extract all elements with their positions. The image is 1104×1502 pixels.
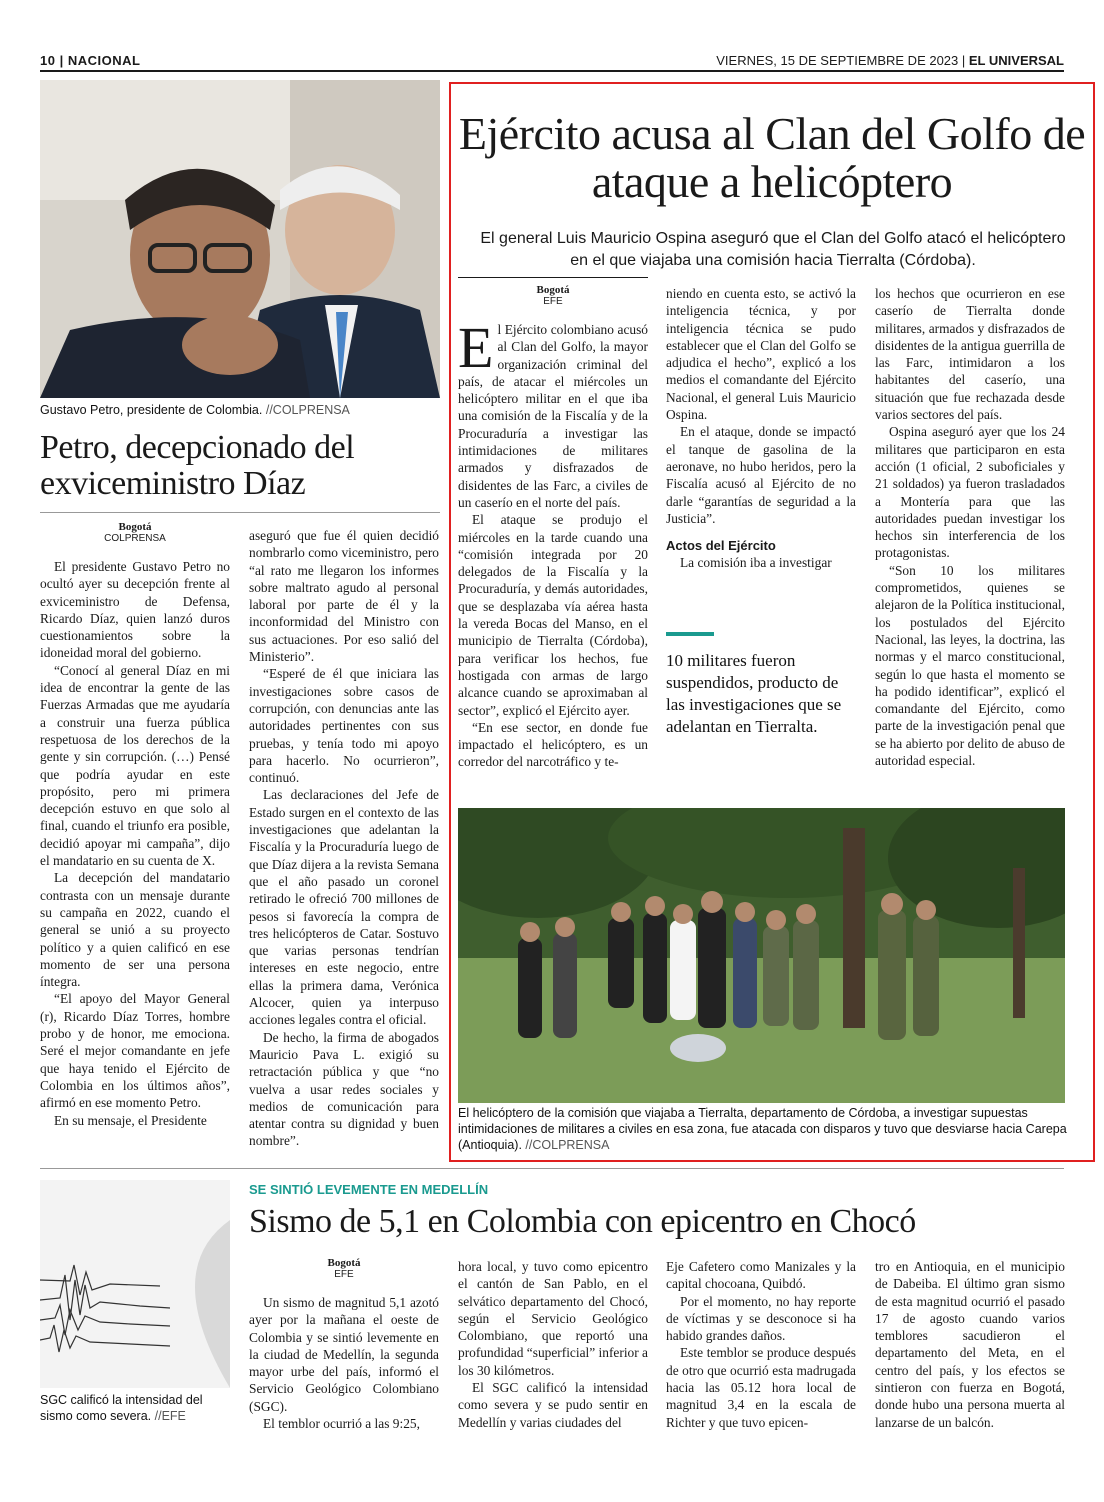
petro-headline: Petro, decepcionado del exviceministro Díaz [40, 429, 355, 502]
paragraph: La comisión iba a investigar [680, 555, 832, 571]
paragraph: Ospina aseguró ayer que los 24 militares que participaron en esta acción (1 oficial, 2 suboficiales y 21 soldados) ya fueron trasladados a Montería para que las autoridades puedan investigar los hechos sin interferencia de los protagonistas. [875, 424, 1065, 561]
page-date: VIERNES, 15 DE SEPTIEMBRE DE 2023 | EL UNIVERSAL [716, 53, 1064, 68]
pullquote-bar [666, 632, 714, 636]
petro-column-2 [249, 527, 439, 1150]
paragraph: “Esperé de él que iniciara las investigaciones sobre casos de corrupción, con denuncias ante las autoridades pertinentes con sus pruebas, y tenía todo mi apoyo para hacerlo. No ocurrieron”, continuó. [249, 666, 439, 786]
paragraph: Este temblor se produce después de otro que ocurrió esta madrugada hacia las 05.12 hora local de magnitud 3,4 en la escala de Richter y que tuvo epicen- [666, 1345, 856, 1430]
paragraph: “El apoyo del Mayor General (r), Ricardo Díaz Torres, hombre probo y de honor, me emociona. Seré el mejor comandante en jefe que haya tenido el Ejército de Colombia en los últimos años”, afirmó en ese momento Petro. [40, 991, 230, 1111]
paragraph: El Ejército colombiano acusó al Clan del Golfo, la mayor organización criminal del país, de atacar el miércoles un helicóptero militar en el que iba una comisión de la Fiscalía y de la Procuraduría a investigar las intimidaciones de militares armados y disfrazados de disidentes de las Farc, a civiles de un caserío en el norte del país. [458, 315, 648, 510]
paragraph: “Conocí al general Díaz en mi idea de encontrar la gente de las Fuerzas Armadas que me ayudaría a construir una fuerza pública respetuosa de los derechos de la gente y sin corrupción. (…) Pensé que podría ayudar en este propósito, pero mi primera decepción estuvo en que solo al final, cuando el triunfo era posible, decidió apoyar mi campaña”, dijo el mandatario en su cuenta de X. [40, 662, 230, 869]
quake-headline: Sismo de 5,1 en Colombia con epicentro en Chocó [249, 1203, 916, 1240]
paragraph: tro en Antioquia, en el municipio de Dabeiba. El último gran sismo de esta magnitud ocurrió el pasado 17 de agosto cuando varios temblores sacudieron el departamento del Meta, en el centro del país, y los efectos se sintieron con fuerza en Bogotá, donde hubo una persona muerta al lanzarse de un balcón. [875, 1259, 1065, 1430]
army-photo-caption: El helicóptero de la comisión que viajaba a Tierralta, departamento de Córdoba, a investigar supuestas intimidaciones de militares a civiles en esa zona, fue atacada con disparos y tuvo que desviarse hacia Carepa (Antioquia). //COLPRENSA [458, 1106, 1067, 1152]
army-pullquote: 10 militares fueron suspendidos, producto de las investigaciones que se adelantan en Tierralta. [666, 651, 842, 736]
divider [40, 512, 440, 513]
byline: Bogotá COLPRENSA [104, 521, 166, 544]
dropcap: E [458, 315, 494, 380]
paragraph: En su mensaje, el Presidente [54, 1112, 207, 1128]
army-photo [458, 808, 1065, 1103]
paragraph: hora local, y tuvo como epicentro el cantón de San Pablo, en el selvático departamento del Chocó, según el Servicio Geológico Colombiano, que reportó una profundidad “superficial” inferior a los 30 kilómetros. [458, 1259, 648, 1378]
quake-column-1 [249, 1258, 439, 1432]
quake-column-2 [458, 1258, 648, 1431]
army-column-2 [666, 285, 856, 572]
photo-credit: //COLPRENSA [525, 1138, 610, 1152]
petro-column-1 [40, 522, 230, 1129]
paragraph: El SGC calificó la intensidad como severa y se pudo sentir en Medellín y varias ciudades del [458, 1380, 648, 1430]
army-subhead: Actos del Ejército [666, 538, 776, 554]
paragraph: “Son 10 los militares comprometidos, quienes se alejaron de la Política institucional, los postulados del Ejército Nacional, las leyes, la doctrina, las normas y el marco constitucional, según lo que hasta el momento se ha podido identificar”, explicó el comandante del Ejército, como parte de la investigación penal que se ha abierto por delito de abuso de autoridad especial. [875, 562, 1065, 769]
quake-column-4 [875, 1258, 1065, 1431]
divider [458, 277, 648, 278]
paragraph: los hechos que ocurrieron en ese caserío de Tierralta donde militares, armados y disfrazados de disidentes de la antigua guerrilla de las Farc, intimidaron a los habitantes del caserío, una situación que fue rechazada desde varios sectores del país. [875, 286, 1066, 423]
photo-credit: //EFE [154, 1409, 186, 1423]
page-section: 10 | NACIONAL [40, 53, 141, 68]
seismograph-image [40, 1180, 230, 1388]
quake-kicker: SE SINTIÓ LEVEMENTE EN MEDELLÍN [249, 1182, 489, 1197]
army-deck: El general Luis Mauricio Ospina aseguró que el Clan del Golfo atacó el helicóptero en el que viajaba una comisión hacia Tierralta (Córdoba). [480, 230, 1066, 269]
paragraph: El temblor ocurrió a las 9:25, [263, 1416, 420, 1432]
quake-photo [40, 1180, 230, 1388]
page-header [40, 50, 1064, 72]
byline: Bogotá EFE [327, 1257, 361, 1280]
army-headline: Ejército acusa al Clan del Golfo de ataque a helicóptero [458, 108, 1086, 207]
petro-photo [40, 80, 440, 398]
paragraph: Eje Cafetero como Manizales y la capital chocoana, Quibdó. [666, 1259, 856, 1292]
paragraph: “En ese sector, en donde fue impactado el helicóptero, es un corredor del narcotráfico y te- [458, 719, 648, 770]
petro-photo-image [40, 80, 440, 398]
paper-name: EL UNIVERSAL [968, 53, 1064, 68]
army-photo-image [458, 808, 1065, 1103]
paragraph: De hecho, la firma de abogados Mauricio Pava L. exigió su retractación pública y que “no vuelva a usar redes sociales y medios de comunicación para atentar contra su dignidad y buen nombre”. [249, 1029, 439, 1149]
army-column-1 [458, 285, 648, 771]
paragraph: El presidente Gustavo Petro no ocultó ayer su decepción frente al exviceministro de Defensa, Ricardo Díaz, quien lanzó duros cuestionamientos sobre la idoneidad moral del gobierno. [40, 559, 230, 661]
byline: Bogotá EFE [536, 284, 570, 307]
paragraph: El ataque se produjo el miércoles en la tarde cuando una “comisión integrada por 20 delegados de la Fiscalía y la Procuraduría, y demás autoridades, que se desplazaba vía aérea hasta la vereda Bocas del Manso, en el municipio de Tierralta (Córdoba), para verificar los hechos, fue hostigada con armas de largo alcance cuando se aproximaban al sector”, explicó el Ejército ayer. [458, 512, 648, 718]
petro-photo-caption: Gustavo Petro, presidente de Colombia. //COLPRENSA [40, 403, 350, 417]
photo-credit: //COLPRENSA [265, 403, 350, 417]
paragraph: Un sismo de magnitud 5,1 azotó ayer por la mañana el oeste de Colombia y se sintió levemente en la ciudad de Medellín, la segunda mayor urbe del país, informó el Servicio Geológico Colombiano (SGC). [249, 1295, 439, 1414]
paragraph: aseguró que fue él quien decidió nombrarlo como viceministro, pero “al rato me llegaron los informes sobre maltrato agudo al personal laboral por parte de él y la inconformidad del Ministro con sus actuaciones. Por eso salió del Ministerio”. [249, 528, 439, 665]
paragraph: La decepción del mandatario contrasta con un mensaje durante su campaña en 2022, cuando el general se unió a su proyecto político y a quien calificó en ese momento de ser una persona íntegra. [40, 870, 230, 990]
army-column-3 [875, 285, 1065, 769]
paragraph: Las declaraciones del Jefe de Estado surgen en el contexto de las investigaciones que adelantan la Fiscalía y la Procuraduría luego de que Díaz dijera a la revista Semana que el año pasado un coronel retirado le ofreció 700 millones de pesos si favorecía la compra de tres helicópteros de Catar. Sostuvo que varias personas tendrían intereses en este negocio, entre ellas la primera dama, Verónica Alcocer, quien ya interpuso acciones legales contra el oficial. [249, 787, 439, 1028]
paragraph: niendo en cuenta esto, se activó la inteligencia técnica, y por inteligencia técnica se pudo establecer que el Clan del Golfo se adjudica el hecho”, explicó a los medios el comandante del Ejército Nacional, el general Luis Mauricio Ospina. [666, 286, 856, 423]
paragraph: En el ataque, donde se impactó el tanque de gasolina de la aeronave, no hubo heridos, pero la Fiscalía acusó al Ejército de no darle “garantías de seguridad a la Justicia”. [666, 424, 856, 526]
quake-photo-caption: SGC calificó la intensidad del sismo como severa. //EFE [40, 1393, 203, 1423]
quake-column-3 [666, 1258, 856, 1431]
paragraph: Por el momento, no hay reporte de víctimas y se desconoce si ha habido grandes daños. [666, 1293, 856, 1344]
divider [40, 1168, 1064, 1169]
